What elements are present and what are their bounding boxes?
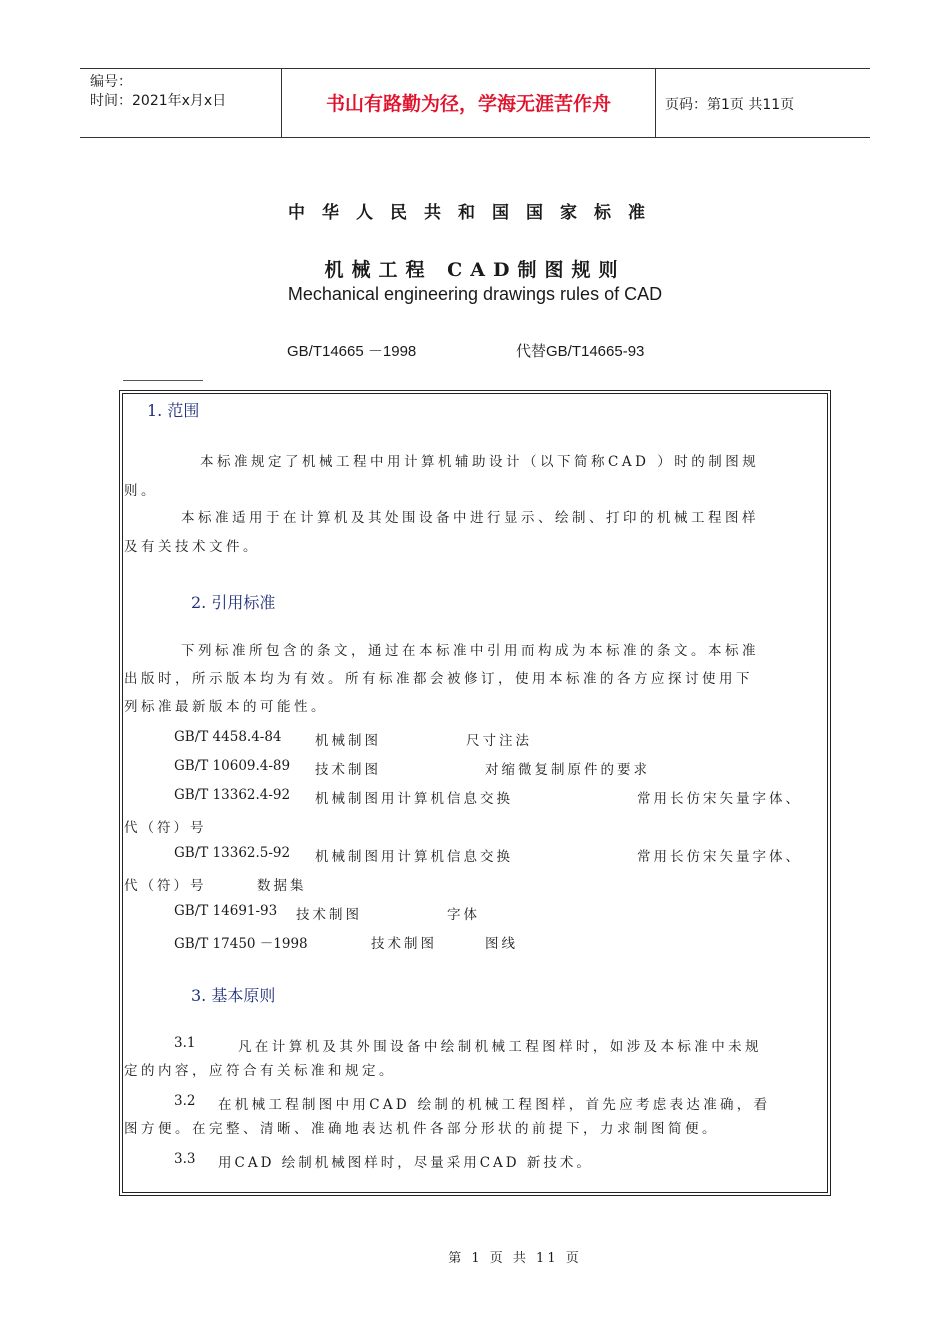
reference-name: 技术制图 [315, 762, 381, 778]
reference-name: 机械制图用计算机信息交换 [315, 849, 513, 865]
reference-topic: 对缩微复制原件的要求 [485, 762, 650, 778]
english-title: Mechanical engineering drawings rules of CAD [287, 284, 663, 304]
replaces-standard: 代替GB/T14665-93 [516, 343, 645, 360]
section-heading-scope: 1. 范围 [147, 401, 200, 420]
document-title: 机械工程 CAD制图规则 [324, 259, 626, 281]
paragraph-line: 则。 [124, 483, 158, 499]
paragraph-line: 列标准最新版本的可能性。 [124, 699, 328, 715]
standard-number: GB/T14665 －1998 [287, 343, 417, 360]
principle-number: 3.1 [174, 1035, 196, 1051]
reference-code: GB/T 13362.5-92 [174, 845, 291, 861]
paragraph-line: 本标准规定了机械工程中用计算机辅助设计（以下简称CAD ）时的制图规 [200, 454, 760, 470]
reference-code: GB/T 14691-93 [174, 903, 278, 919]
reference-code: GB/T 17450 －1998 [174, 936, 308, 952]
paragraph-line: 出版时，所示版本均为有效。所有标准都会被修订，使用本标准的各方应探讨使用下 [124, 671, 753, 687]
paragraph-line: 本标准适用于在计算机及其处围设备中进行显示、绘制、打印的机械工程图样 [181, 510, 759, 526]
national-standard-title: 中华人民共和国国家标准 [288, 203, 662, 223]
principle-text: 用CAD 绘制机械图样时，尽量采用CAD 新技术。 [218, 1155, 593, 1171]
paragraph-line: 定的内容，应符合有关标准和规定。 [124, 1063, 396, 1079]
principle-number: 3.3 [174, 1151, 196, 1167]
reference-topic: 图线 [485, 936, 518, 952]
page-header [80, 68, 870, 138]
reference-continuation: 代（符）号 [124, 820, 207, 836]
date-label: 时间：2021年x月x日 [90, 93, 227, 109]
reference-name: 技术制图 [371, 936, 437, 952]
header-left [90, 73, 226, 111]
reference-code: GB/T 4458.4-84 [174, 729, 282, 745]
reference-name: 技术制图 [296, 907, 362, 923]
reference-topic: 字体 [447, 907, 480, 923]
header-motto: 书山有路勤为径，学海无涯苦作舟 [325, 93, 611, 115]
paragraph-line: 下列标准所包含的条文，通过在本标准中引用而构成为本标准的条文。本标准 [181, 643, 759, 659]
header-page-info: 页码：第1页 共11页 [665, 97, 795, 113]
reference-continuation: 代（符）号 [124, 878, 207, 894]
page-footer: 第 1 页 共 11 页 [448, 1251, 582, 1266]
principle-text: 凡在计算机及其外围设备中绘制机械工程图样时，如涉及本标准中未规 [238, 1039, 762, 1055]
section-heading-principles: 3. 基本原则 [191, 986, 276, 1005]
section-heading-references: 2. 引用标准 [191, 593, 276, 612]
reference-code: GB/T 10609.4-89 [174, 758, 291, 774]
reference-name: 机械制图用计算机信息交换 [315, 791, 513, 807]
short-rule [123, 380, 203, 381]
reference-continuation-2: 数据集 [257, 878, 307, 894]
reference-code: GB/T 13362.4-92 [174, 787, 291, 803]
reference-topic: 常用长仿宋矢量字体、 [637, 849, 802, 865]
reference-topic: 尺寸注法 [466, 733, 532, 749]
paragraph-line: 及有关技术文件。 [124, 539, 260, 555]
reference-name: 机械制图 [315, 733, 381, 749]
code-label: 编号： [90, 74, 132, 90]
paragraph-line: 图方便。在完整、清晰、准确地表达机件各部分形状的前提下，力求制图简便。 [124, 1121, 719, 1137]
reference-topic: 常用长仿宋矢量字体、 [637, 791, 802, 807]
header-divider [655, 69, 656, 137]
principle-text: 在机械工程制图中用CAD 绘制的机械工程图样，首先应考虑表达准确，看 [218, 1097, 771, 1113]
principle-number: 3.2 [174, 1093, 196, 1109]
